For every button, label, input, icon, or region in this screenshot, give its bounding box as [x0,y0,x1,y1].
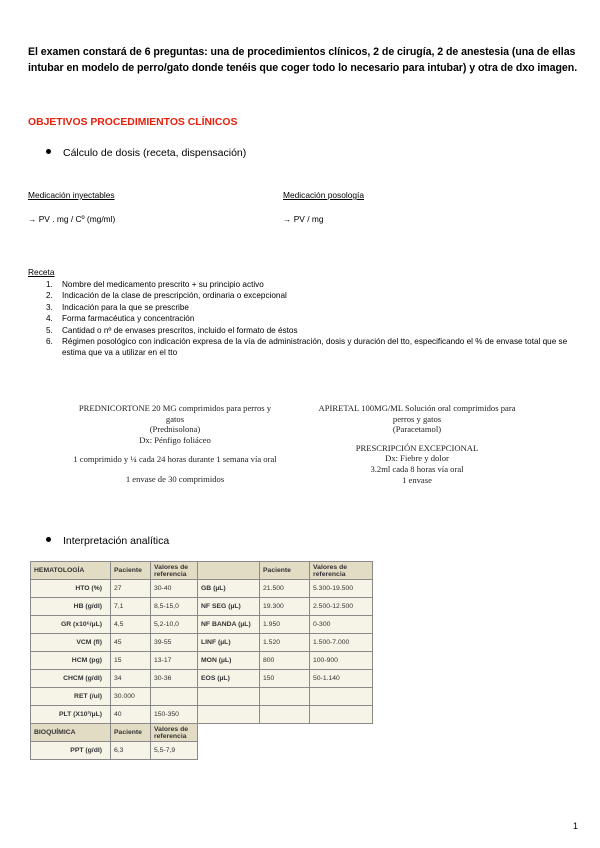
list-item: 2. Indicación de la clase de prescripción, ordinaria o excepcional [46,291,287,301]
table-row: CHCM (g/dl) 34 30-36 EOS (µL) 150 50-1.140 [31,670,373,688]
receta-title: Receta [28,267,55,277]
bullet-analitica [46,535,169,547]
med-inyectables-title: Medicación inyectables [28,190,115,200]
med-inyectables-formula: → PV . mg / Cº (mg/ml) [28,214,116,224]
table-row: PLT (X10³/µL) 40 150-350 [31,706,373,724]
med-posologia-formula: → PV / mg [283,214,324,224]
list-item: 4. Forma farmacéutica y concentración [46,314,195,324]
table-row: HB (g/dl) 7,1 8,5-15,0 NF SEG (µL) 19.300 2.500-12.500 [31,598,373,616]
lab-results-table [30,561,373,760]
page-number: 1 [572,821,578,831]
bullet-analitica-text: Interpretación analítica [63,535,170,547]
list-item: 6. Régimen posológico con indicación expresa de la vía de administración, dosis y duración del tto, especificando el % de envase total que se estima que va a utilizar en el tto [46,337,568,358]
list-item: 3. Indicación para la que se prescribe [46,302,189,312]
receta-list [28,279,588,359]
section-title: OBJETIVOS PROCEDIMIENTOS CLÍNICOS [28,117,238,128]
bullet-dot-icon [46,149,51,154]
list-item: 5. Cantidad o nº de envases prescritos, incluido el formato de éstos [46,325,298,335]
table-row: HCM (pg) 15 13-17 MON (µL) 800 100-900 [31,652,373,670]
bullet-dot-icon [46,537,51,542]
med-posologia-title: Medicación posología [283,190,365,200]
table-row: GR (x10⁶/µL) 4,5 5,2-10,0 NF BANDA (µL) 1.950 0-300 [31,616,373,634]
table-row: PPT (g/dl) 6,3 5,5-7,9 [31,742,373,760]
table-row: RET (/ul) 30.000 [31,688,373,706]
table-header-row: HEMATOLOGÍA Paciente Valores de referencia Paciente Valores de referencia [31,562,373,580]
list-item: 1. Nombre del medicamento prescrito + su principio activo [46,280,264,289]
table-header-row: BIOQUÍMICA Paciente Valores de referencia [31,724,373,742]
table-row: HTO (%) 27 30-40 GB (µL) 21.500 5.300-19.500 [31,580,373,598]
bullet-dosis [46,147,246,159]
prescription-example-left: PREDNICORTONE 20 MG comprimidos para perros y gatos (Prednisolona) Dx: Pénfigo foliáceo 1 comprimido y ¼ cada 24 horas durante 1 semana vía oral 1 envase de 30 comprimidos [73,403,277,484]
prescription-example-right: APIRETAL 100MG/ML Solución oral comprimidos para perros y gatos (Paracetamol) PRESCRIPCIÓN EXCEPCIONAL Dx: Fiebre y dolor 3.2ml cada 8 horas vía oral 1 envase [318,403,516,485]
table-row: VCM (fl) 45 39-55 LINF (µL) 1.520 1.500-7.000 [31,634,373,652]
bullet-dosis-text: Cálculo de dosis (receta, dispensación) [63,147,247,159]
exam-intro: El examen constará de 6 preguntas: una de procedimientos clínicos, 2 de cirugía, 2 de anestesia (una de ellas intubar en modelo de perro/gato donde tenéis que coger todo lo necesario para intubar) y otra de dxo imagen. [28,46,578,74]
